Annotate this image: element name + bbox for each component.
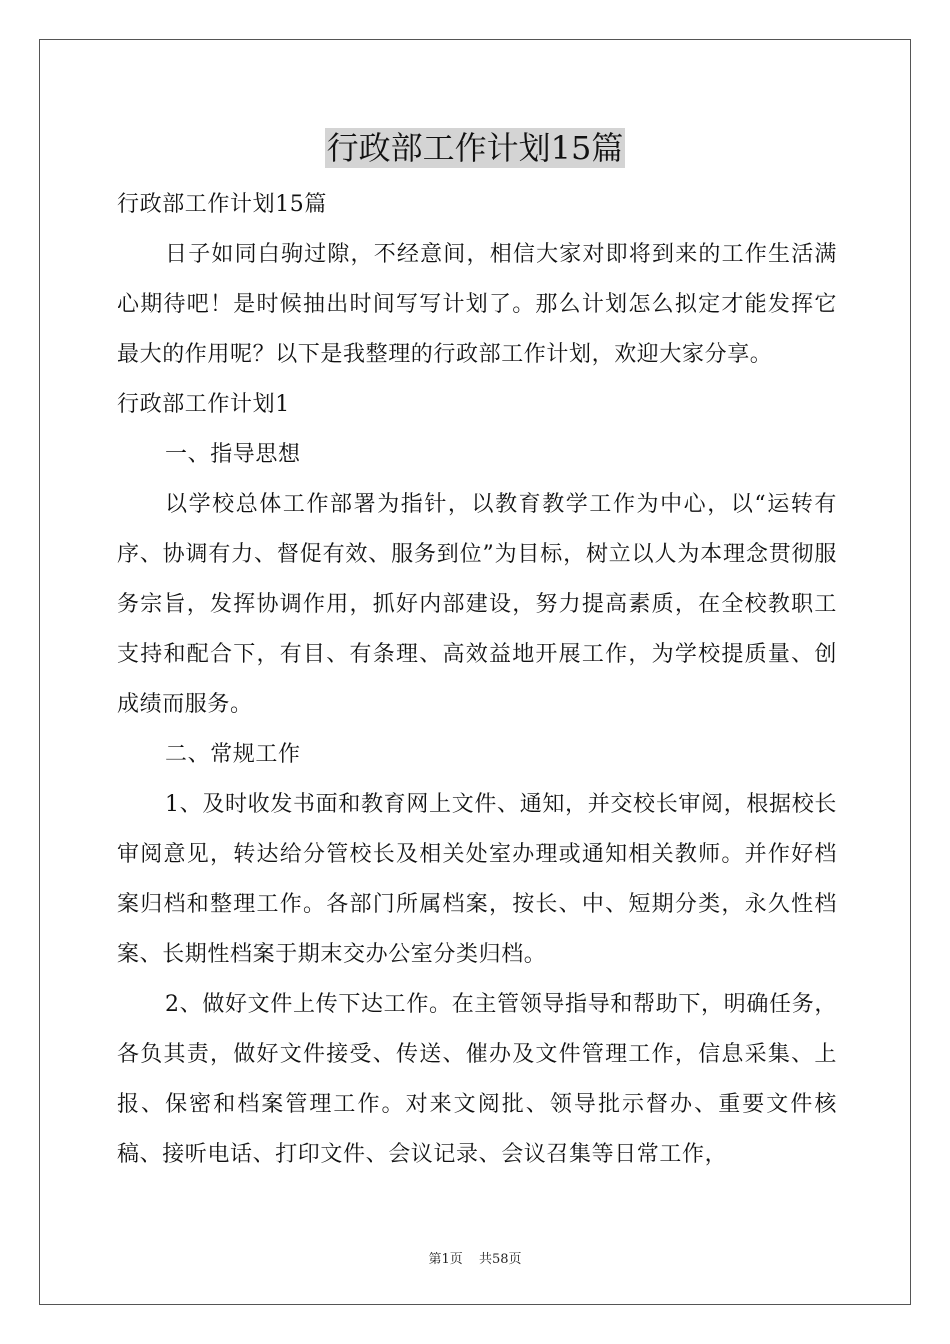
paragraph-item-1: 1、及时收发书面和教育网上文件、通知，并交校长审阅，根据校长审阅意见，转达给分管校长及相关处室办理或通知相关教师。并作好档案归档和整理工作。各部门所属档案，按长、中、短期分类，永久性档案、长期性档案于期末交办公室分类归档。 <box>117 792 837 967</box>
page-footer <box>0 1248 950 1267</box>
document-subtitle: 行政部工作计划15篇 <box>117 192 327 217</box>
page-number: 第1页 <box>428 1252 463 1267</box>
heading-routine-work: 二、常规工作 <box>165 742 301 767</box>
page-total: 共58页 <box>478 1252 522 1267</box>
title-container <box>0 128 950 168</box>
heading-guiding-ideology: 一、指导思想 <box>165 442 301 467</box>
document-body <box>117 180 837 1180</box>
section-title: 行政部工作计划1 <box>117 392 290 417</box>
paragraph-guiding-ideology: 以学校总体工作部署为指针，以教育教学工作为中心，以“运转有序、协调有力、督促有效、服务到位”为目标，树立以人为本理念贯彻服务宗旨，发挥协调作用，抓好内部建设，努力提高素质，在全校教职工支持和配合下，有目、有条理、高效益地开展工作，为学校提质量、创成绩而服务。 <box>117 492 837 717</box>
intro-paragraph: 日子如同白驹过隙，不经意间，相信大家对即将到来的工作生活满心期待吧！是时候抽出时间写写计划了。那么计划怎么拟定才能发挥它最大的作用呢？以下是我整理的行政部工作计划，欢迎大家分享。 <box>117 242 837 367</box>
document-title: 行政部工作计划15篇 <box>326 129 624 167</box>
paragraph-item-2: 2、做好文件上传下达工作。在主管领导指导和帮助下，明确任务，各负其责，做好文件接受、传送、催办及文件管理工作，信息采集、上报、保密和档案管理工作。对来文阅批、领导批示督办、重要文件核稿、接听电话、打印文件、会议记录、会议召集等日常工作， <box>117 992 837 1167</box>
